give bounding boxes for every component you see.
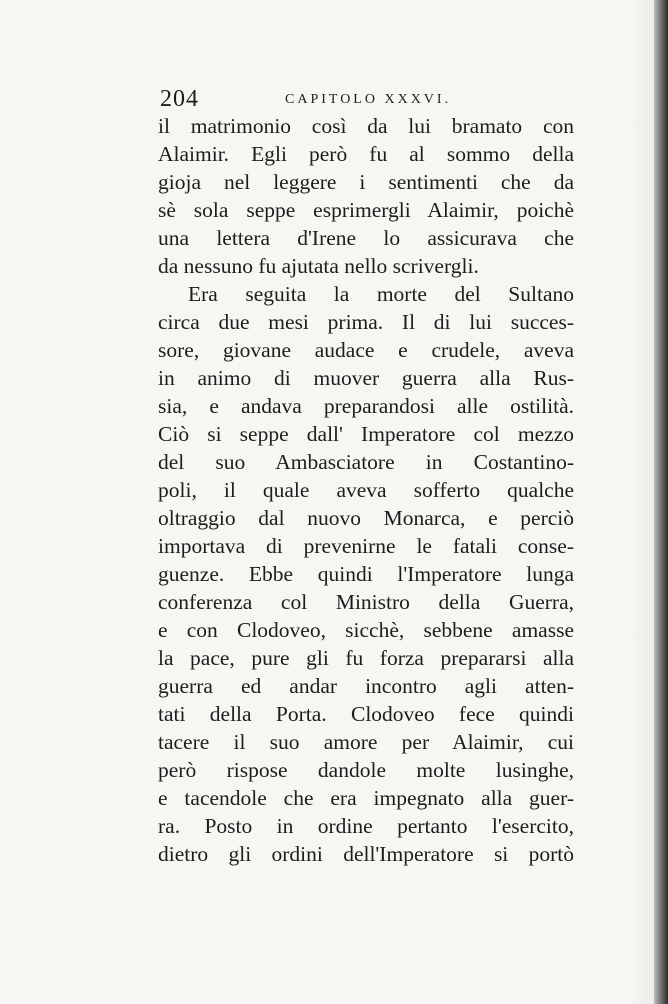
text-line: una lettera d'Irene lo assicurava che — [158, 226, 574, 250]
page-number: 204 — [160, 86, 199, 112]
text-line: oltraggio dal nuovo Monarca, e perciò — [158, 506, 574, 530]
text-line: gioja nel leggere i sentimenti che da — [158, 170, 574, 194]
text-line: sè sola seppe esprimergli Alaimir, poichè — [158, 198, 574, 222]
text-line: guerra ed andar incontro agli atten- — [158, 674, 574, 698]
text-line: Ciò si seppe dall' Imperatore col mezzo — [158, 422, 574, 446]
text-line: poli, il quale aveva sofferto qualche — [158, 478, 574, 502]
text-line: tati della Porta. Clodoveo fece quindi — [158, 702, 574, 726]
text-line: sia, e andava preparandosi alle ostilità. — [158, 394, 574, 418]
text-line: però rispose dandole molte lusinghe, — [158, 758, 574, 782]
text-line: circa due mesi prima. Il di lui succes- — [158, 310, 574, 334]
text-line: Era seguita la morte del Sultano — [188, 282, 574, 306]
text-line: il matrimonio così da lui bramato con — [158, 114, 574, 138]
text-line: e con Clodoveo, sicchè, sebbene amasse — [158, 618, 574, 642]
text-line: sore, giovane audace e crudele, aveva — [158, 338, 574, 362]
text-line: dietro gli ordini dell'Imperatore si portò — [158, 842, 574, 866]
text-line: ra. Posto in ordine pertanto l'esercito, — [158, 814, 574, 838]
text-line: in animo di muover guerra alla Rus- — [158, 366, 574, 390]
text-line: tacere il suo amore per Alaimir, cui — [158, 730, 574, 754]
text-line: da nessuno fu ajutata nello scrivergli. — [158, 254, 479, 278]
text-line: importava di prevenirne le fatali conse- — [158, 534, 574, 558]
text-line: e tacendole che era impegnato alla guer- — [158, 786, 574, 810]
body-text — [158, 112, 574, 868]
text-line: Alaimir. Egli però fu al sommo della — [158, 142, 574, 166]
text-line: guenze. Ebbe quindi l'Imperatore lunga — [158, 562, 574, 586]
chapter-title: CAPITOLO XXXVI. — [285, 92, 452, 107]
scan-edge — [654, 0, 668, 1004]
text-line: del suo Ambasciatore in Costantino- — [158, 450, 574, 474]
text-line: conferenza col Ministro della Guerra, — [158, 590, 574, 614]
text-line: la pace, pure gli fu forza prepararsi alla — [158, 646, 574, 670]
